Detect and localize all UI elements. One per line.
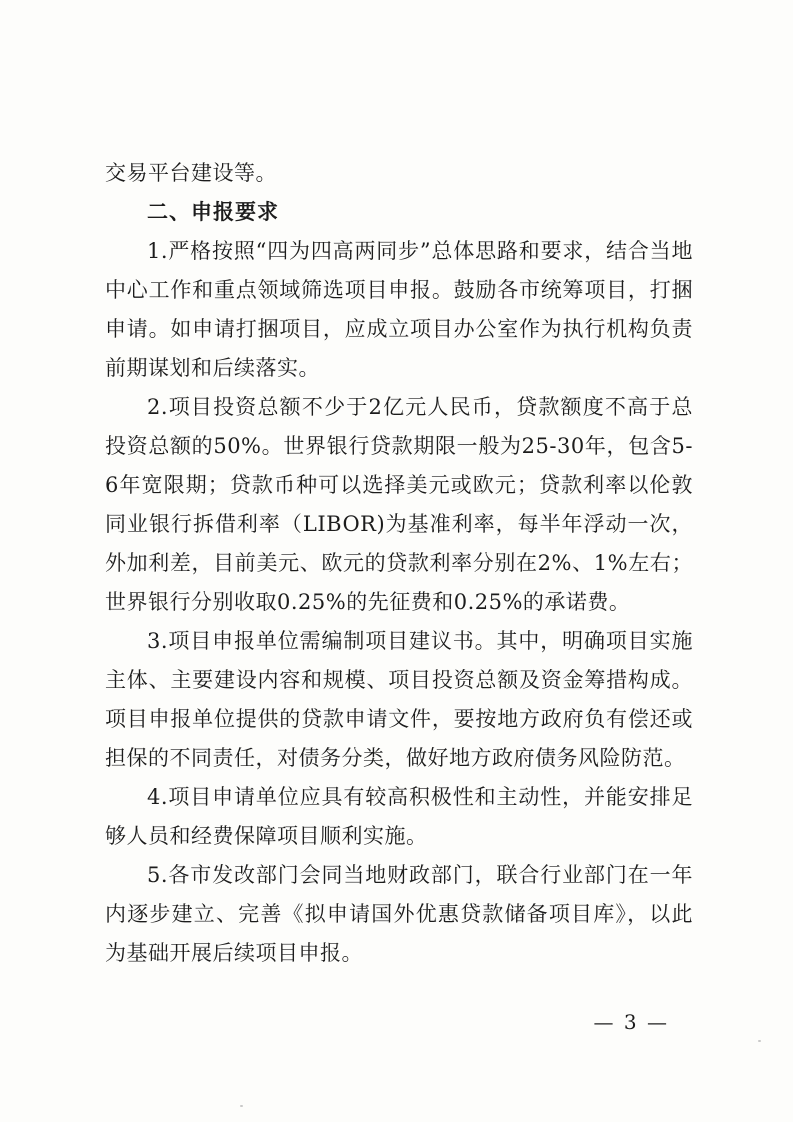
continuation-paragraph: 交易平台建设等。	[105, 161, 277, 185]
scan-speck	[240, 1105, 243, 1107]
section-heading: 二、申报要求	[147, 200, 279, 224]
requirement-item-2: 2.项目投资总额不少于2亿元人民币，贷款额度不高于总投资总额的50%。世界银行贷款期限一般为25-30年，包含5-6年宽限期；贷款币种可以选择美元或欧元；贷款利率以伦敦同业银行拆借利率（LIBOR)为基准利率，每半年浮动一次，外加利差，目前美元、欧元的贷款利率分别在2%、1%左右；世界银行分别收取0.25%的先征费和0.25%的承诺费。	[105, 395, 693, 614]
requirement-item-5: 5.各市发改部门会同当地财政部门，联合行业部门在一年内逐步建立、完善《拟申请国外优惠贷款储备项目库》，以此为基础开展后续项目申报。	[105, 863, 693, 965]
requirement-item-4: 4.项目申请单位应具有较高积极性和主动性，并能安排足够人员和经费保障项目顺利实施。	[105, 785, 693, 848]
page-number: — 3 —	[593, 1010, 669, 1034]
scan-speck	[758, 1040, 761, 1042]
requirement-item-1: 1.严格按照“四为四高两同步”总体思路和要求，结合当地中心工作和重点领域筛选项目申报。鼓励各市统筹项目，打捆申请。如申请打捆项目，应成立项目办公室作为执行机构负责前期谋划和后续落实。	[105, 239, 693, 380]
document-body	[105, 154, 693, 973]
requirement-item-3: 3.项目申报单位需编制项目建议书。其中，明确项目实施主体、主要建设内容和规模、项目投资总额及资金筹措构成。项目申报单位提供的贷款申请文件，要按地方政府负有偿还或担保的不同责任，对债务分类，做好地方政府债务风险防范。	[105, 629, 693, 770]
